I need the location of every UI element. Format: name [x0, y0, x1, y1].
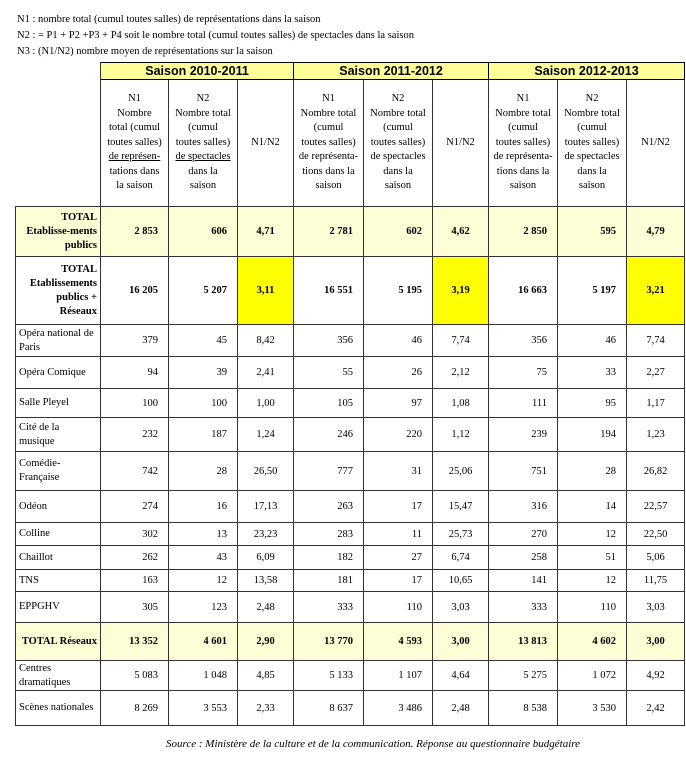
header-line: saison [189, 180, 217, 192]
n2-column-header [558, 80, 627, 207]
n2-cell: 5 197 [558, 257, 627, 325]
n1-cell: 246 [294, 418, 364, 452]
header-line: dans la [188, 165, 218, 177]
n1-cell: 13 770 [294, 623, 364, 661]
ratio-cell: 2,48 [238, 592, 294, 623]
n1-cell: 100 [101, 389, 169, 418]
header-line: de représenta- [298, 151, 359, 163]
ratio-cell: 2,33 [238, 691, 294, 726]
table-row [16, 523, 685, 546]
header-line: toutes salles) [495, 136, 551, 148]
n1-cell: 8 538 [489, 691, 558, 726]
ratio-cell: 1,17 [627, 389, 685, 418]
row-label: Comédie-Française [16, 452, 101, 491]
data-table [15, 62, 685, 726]
n1-cell: 302 [101, 523, 169, 546]
row-label: TOTAL Réseaux [16, 623, 101, 661]
ratio-cell: 7,74 [433, 325, 489, 357]
n1-cell: 232 [101, 418, 169, 452]
n2-cell: 3 530 [558, 691, 627, 726]
n2-cell: 4 601 [169, 623, 238, 661]
table-row [16, 691, 685, 726]
n2-cell: 14 [558, 491, 627, 523]
n2-cell: 97 [364, 389, 433, 418]
table-row [16, 491, 685, 523]
ratio-cell: 1,23 [627, 418, 685, 452]
ratio-cell: 26,82 [627, 452, 685, 491]
table-row [16, 207, 685, 257]
n1-cell: 239 [489, 418, 558, 452]
season-header: Saison 2011-2012 [294, 63, 489, 80]
n1-cell: 16 663 [489, 257, 558, 325]
n1-cell: 5 083 [101, 661, 169, 691]
row-label: Chaillot [16, 546, 101, 570]
ratio-cell: 26,50 [238, 452, 294, 491]
n1-cell: 5 275 [489, 661, 558, 691]
n2-cell: 45 [169, 325, 238, 357]
n1-cell: 2 850 [489, 207, 558, 257]
ratio-cell: 2,42 [627, 691, 685, 726]
ratio-column-header: N1/N2 [627, 80, 685, 207]
row-label: Opéra national de Paris [16, 325, 101, 357]
n2-cell: 12 [558, 570, 627, 592]
n2-cell: 26 [364, 357, 433, 389]
n2-cell: 3 486 [364, 691, 433, 726]
header-line: de spectacles [175, 151, 231, 163]
row-label: Cité de la musique [16, 418, 101, 452]
header-line: (cumul [383, 122, 413, 134]
n1-cell: 163 [101, 570, 169, 592]
ratio-cell: 1,24 [238, 418, 294, 452]
n2-cell: 17 [364, 570, 433, 592]
n2-cell: 4 602 [558, 623, 627, 661]
header-line: saison [578, 180, 606, 192]
n2-cell: 16 [169, 491, 238, 523]
n1-cell: 777 [294, 452, 364, 491]
table-row [16, 592, 685, 623]
ratio-cell: 6,74 [433, 546, 489, 570]
n1-cell: 8 637 [294, 691, 364, 726]
header-line: toutes salles) [564, 136, 620, 148]
n2-cell: 17 [364, 491, 433, 523]
row-label: Opéra Comique [16, 357, 101, 389]
n1-cell: 333 [489, 592, 558, 623]
n2-cell: 110 [558, 592, 627, 623]
n2-cell: 46 [558, 325, 627, 357]
n1-cell: 2 853 [101, 207, 169, 257]
n2-cell: 1 048 [169, 661, 238, 691]
header-line: (cumul [313, 122, 344, 134]
n2-cell: 33 [558, 357, 627, 389]
n2-cell: 100 [169, 389, 238, 418]
ratio-cell: 3,00 [627, 623, 685, 661]
header-line: (cumul [577, 122, 607, 134]
table-row [16, 661, 685, 691]
header-line: (cumul [188, 122, 218, 134]
ratio-column-header: N1/N2 [433, 80, 489, 207]
season-header: Saison 2010-2011 [101, 63, 294, 80]
n2-cell: 12 [558, 523, 627, 546]
row-label: EPPGHV [16, 592, 101, 623]
ratio-cell: 3,21 [627, 257, 685, 325]
ratio-cell: 22,57 [627, 491, 685, 523]
ratio-cell: 2,90 [238, 623, 294, 661]
n1-cell: 356 [294, 325, 364, 357]
ratio-cell: 11,75 [627, 570, 685, 592]
header-line: saison [509, 180, 537, 192]
n1-cell: 742 [101, 452, 169, 491]
row-label: Odéon [16, 491, 101, 523]
note-n2: N2 : = P1 + P2 +P3 + P4 soit le nombre total (cumul toutes salles) de spectacles dans la saison [17, 30, 414, 41]
n2-cell: 3 553 [169, 691, 238, 726]
ratio-cell: 4,71 [238, 207, 294, 257]
n1-cell: 316 [489, 491, 558, 523]
ratio-cell: 2,27 [627, 357, 685, 389]
n2-cell: 5 195 [364, 257, 433, 325]
n1-cell: 2 781 [294, 207, 364, 257]
header-line: de spectacles [564, 151, 620, 163]
n1-cell: 111 [489, 389, 558, 418]
header-line: saison [315, 180, 342, 192]
n1-cell: 16 205 [101, 257, 169, 325]
header-line: Nombre total [564, 107, 620, 119]
ratio-cell: 3,11 [238, 257, 294, 325]
header-line: N1 [322, 93, 335, 105]
n2-cell: 43 [169, 546, 238, 570]
header-line: Nombre total [495, 107, 551, 119]
n1-cell: 258 [489, 546, 558, 570]
ratio-cell: 3,03 [433, 592, 489, 623]
n1-cell: 94 [101, 357, 169, 389]
header-line: tions dans la [496, 165, 550, 177]
header-line: dans la [383, 165, 413, 177]
row-label: Scènes nationales [16, 691, 101, 726]
table-row [16, 623, 685, 661]
header-line: N2 [196, 93, 210, 105]
n2-cell: 606 [169, 207, 238, 257]
table-row [16, 325, 685, 357]
n2-cell: 602 [364, 207, 433, 257]
table-row [16, 418, 685, 452]
header-line: dans la [577, 165, 607, 177]
n1-cell: 751 [489, 452, 558, 491]
n1-column-header [489, 80, 558, 207]
ratio-cell: 2,12 [433, 357, 489, 389]
n1-cell: 75 [489, 357, 558, 389]
ratio-cell: 25,73 [433, 523, 489, 546]
season-header: Saison 2012-2013 [489, 63, 685, 80]
row-label: TOTAL Etablissements publics + Réseaux [16, 257, 101, 325]
n2-cell: 5 207 [169, 257, 238, 325]
header-line: la saison [116, 180, 153, 192]
header-line: toutes salles) [301, 136, 356, 148]
header-line: tions dans la [302, 165, 355, 177]
ratio-cell: 3,19 [433, 257, 489, 325]
header-line: (cumul [508, 122, 538, 134]
n2-cell: 51 [558, 546, 627, 570]
ratio-column-header: N1/N2 [238, 80, 294, 207]
n2-cell: 31 [364, 452, 433, 491]
ratio-cell: 17,13 [238, 491, 294, 523]
n1-column-header [294, 80, 364, 207]
n2-cell: 13 [169, 523, 238, 546]
header-line: N1 [516, 93, 530, 105]
row-label: Colline [16, 523, 101, 546]
table-row [16, 452, 685, 491]
ratio-cell: 13,58 [238, 570, 294, 592]
ratio-cell: 6,09 [238, 546, 294, 570]
ratio-cell: 10,65 [433, 570, 489, 592]
note-n1: N1 : nombre total (cumul toutes salles) de représentations dans la saison [17, 14, 321, 25]
header-line: de représen- [108, 151, 161, 163]
ratio-cell: 4,79 [627, 207, 685, 257]
ratio-cell: 8,42 [238, 325, 294, 357]
table-row [16, 570, 685, 592]
n1-cell: 16 551 [294, 257, 364, 325]
ratio-cell: 3,03 [627, 592, 685, 623]
n2-cell: 12 [169, 570, 238, 592]
n1-cell: 379 [101, 325, 169, 357]
ratio-cell: 4,62 [433, 207, 489, 257]
n2-cell: 39 [169, 357, 238, 389]
n2-cell: 28 [558, 452, 627, 491]
n1-cell: 274 [101, 491, 169, 523]
n2-cell: 28 [169, 452, 238, 491]
n1-cell: 8 269 [101, 691, 169, 726]
corner-cell [16, 63, 101, 80]
n2-cell: 1 107 [364, 661, 433, 691]
header-line: total (cumul [108, 122, 161, 134]
n1-cell: 55 [294, 357, 364, 389]
header-line: Nombre total [300, 107, 357, 119]
n1-cell: 141 [489, 570, 558, 592]
header-line: Nombre total [370, 107, 426, 119]
row-label: Salle Pleyel [16, 389, 101, 418]
ratio-cell: 25,06 [433, 452, 489, 491]
legend-notes [17, 12, 414, 60]
n1-cell: 5 133 [294, 661, 364, 691]
n1-cell: 333 [294, 592, 364, 623]
n1-cell: 263 [294, 491, 364, 523]
n2-cell: 220 [364, 418, 433, 452]
ratio-cell: 1,08 [433, 389, 489, 418]
n1-cell: 262 [101, 546, 169, 570]
n1-cell: 181 [294, 570, 364, 592]
n1-cell: 182 [294, 546, 364, 570]
n2-column-header [364, 80, 433, 207]
header-line: Nombre [117, 107, 152, 119]
ratio-cell: 4,92 [627, 661, 685, 691]
n2-cell: 123 [169, 592, 238, 623]
ratio-cell: 1,12 [433, 418, 489, 452]
n1-cell: 270 [489, 523, 558, 546]
n2-cell: 11 [364, 523, 433, 546]
header-line: N2 [391, 93, 405, 105]
ratio-cell: 23,23 [238, 523, 294, 546]
header-line: tations dans [109, 165, 160, 177]
header-line: toutes salles) [175, 136, 231, 148]
n2-cell: 1 072 [558, 661, 627, 691]
header-line: N2 [585, 93, 599, 105]
n1-cell: 13 352 [101, 623, 169, 661]
table-row [16, 389, 685, 418]
ratio-cell: 4,85 [238, 661, 294, 691]
n2-cell: 187 [169, 418, 238, 452]
ratio-cell: 15,47 [433, 491, 489, 523]
table-row [16, 357, 685, 389]
table-row [16, 546, 685, 570]
n2-cell: 4 593 [364, 623, 433, 661]
header-line: Nombre total [175, 107, 231, 119]
row-label: Centres dramatiques [16, 661, 101, 691]
n2-cell: 595 [558, 207, 627, 257]
n1-cell: 305 [101, 592, 169, 623]
header-line: toutes salles) [370, 136, 426, 148]
header-line: N1 [128, 93, 141, 105]
ratio-cell: 3,00 [433, 623, 489, 661]
n1-column-header [101, 80, 169, 207]
n1-cell: 283 [294, 523, 364, 546]
header-line: saison [384, 180, 412, 192]
n2-cell: 27 [364, 546, 433, 570]
n2-column-header [169, 80, 238, 207]
source-note: Source : Ministère de la culture et de la communication. Réponse au questionnaire budgétaire [166, 738, 581, 750]
n2-cell: 95 [558, 389, 627, 418]
ratio-cell: 5,06 [627, 546, 685, 570]
ratio-cell: 2,41 [238, 357, 294, 389]
header-line: de représenta- [493, 151, 553, 163]
corner-cell [16, 80, 101, 207]
n1-cell: 13 813 [489, 623, 558, 661]
ratio-cell: 4,64 [433, 661, 489, 691]
row-label: TNS [16, 570, 101, 592]
note-n3: N3 : (N1/N2) nombre moyen de représentations sur la saison [17, 46, 273, 57]
ratio-cell: 22,50 [627, 523, 685, 546]
n2-cell: 46 [364, 325, 433, 357]
n2-cell: 110 [364, 592, 433, 623]
header-line: de spectacles [370, 151, 426, 163]
ratio-cell: 7,74 [627, 325, 685, 357]
row-label: TOTAL Etablisse-ments publics [16, 207, 101, 257]
n2-cell: 194 [558, 418, 627, 452]
n1-cell: 356 [489, 325, 558, 357]
ratio-cell: 2,48 [433, 691, 489, 726]
table-row [16, 257, 685, 325]
n1-cell: 105 [294, 389, 364, 418]
ratio-cell: 1,00 [238, 389, 294, 418]
header-line: toutes salles) [107, 136, 162, 148]
